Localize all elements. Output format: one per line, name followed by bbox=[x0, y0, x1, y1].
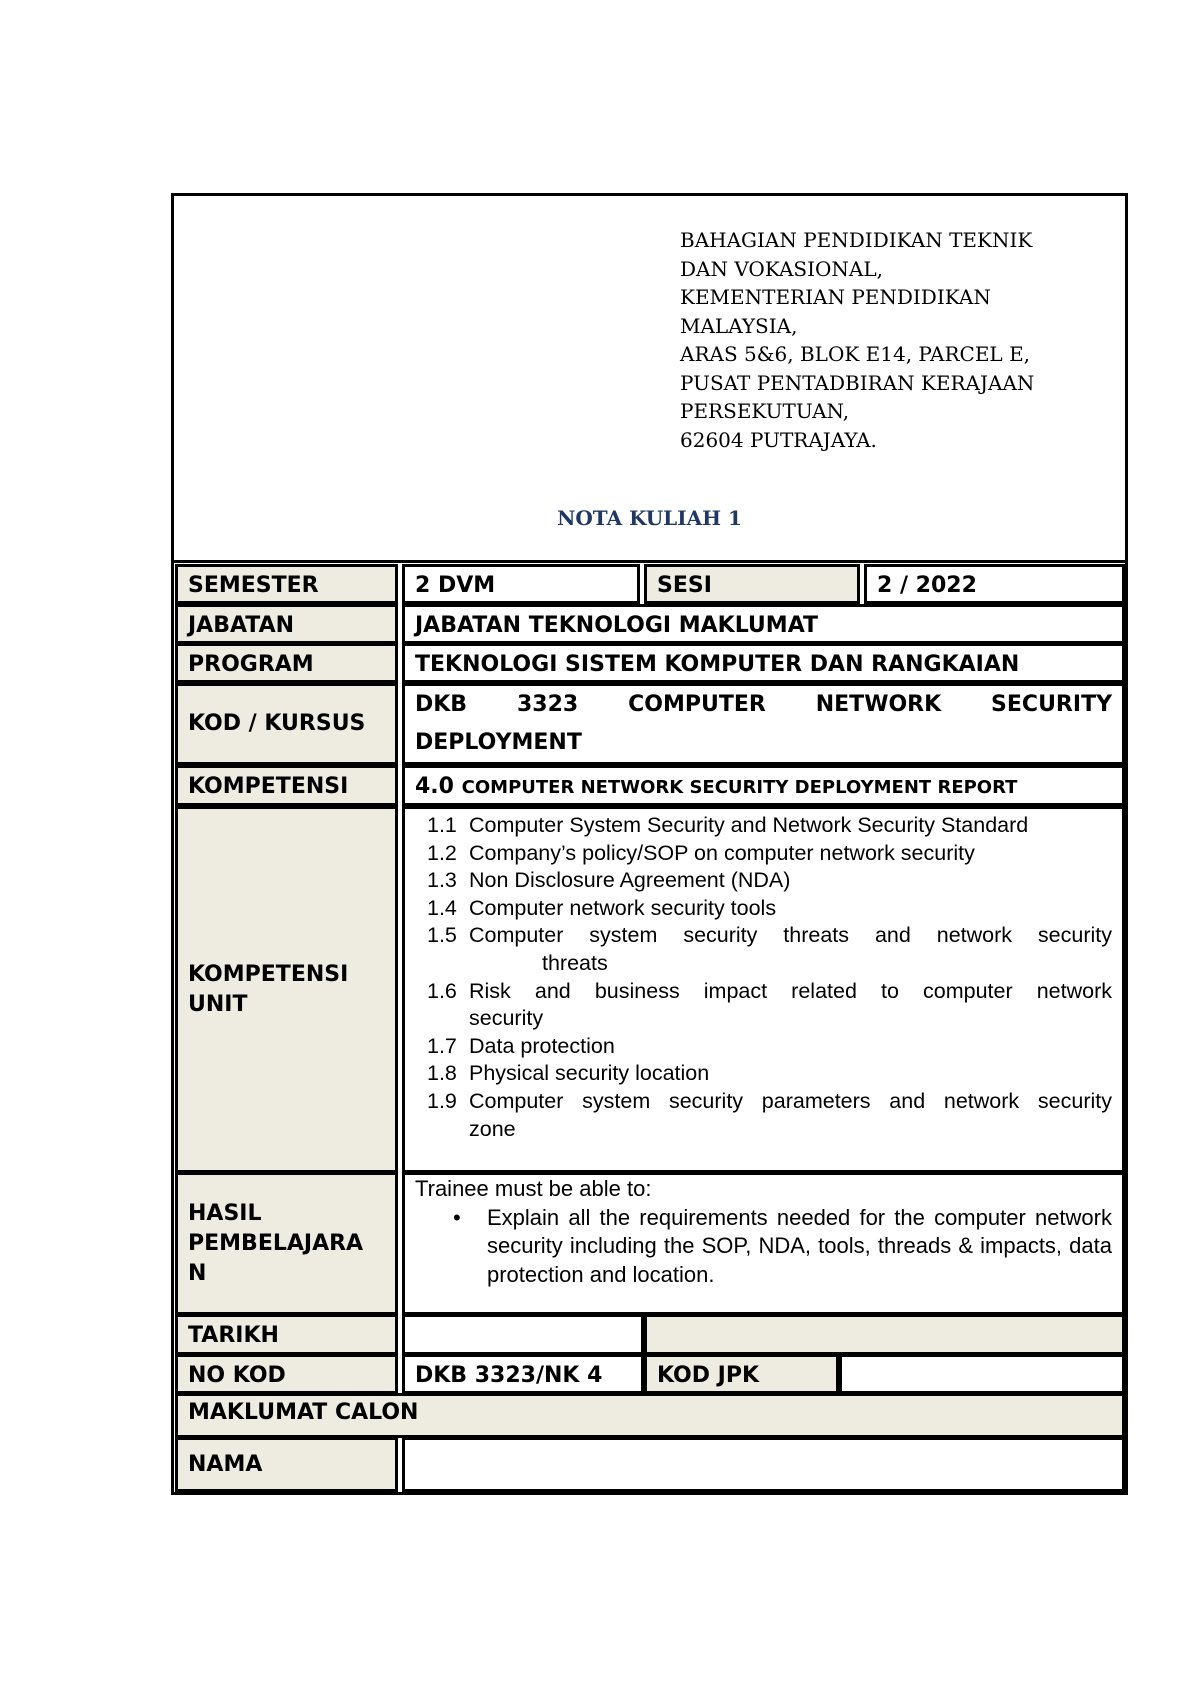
unit-item bbox=[427, 1033, 1112, 1061]
kompetensi-unit-label bbox=[175, 806, 398, 1173]
no-kod-label: NO KOD bbox=[175, 1354, 398, 1394]
nama-label bbox=[175, 1437, 398, 1492]
hasil-item: • Explain all the requirements needed for the computer network security including the SOP, NDA, tools, threads & impacts, data protection and location. bbox=[415, 1204, 1112, 1290]
kod-jpk-label: KOD JPK bbox=[644, 1354, 839, 1394]
address-line: 62604 PUTRAJAYA. bbox=[680, 427, 877, 452]
sesi-value: 2 / 2022 bbox=[864, 564, 1125, 604]
unit-text-line-2: zone bbox=[469, 1116, 516, 1141]
unit-text-line-1: Computer system security parameters and network security bbox=[469, 1088, 1112, 1113]
unit-text: Company’s policy/SOP on computer network security bbox=[469, 840, 975, 865]
lecture-note-form bbox=[171, 193, 1128, 1495]
nama-label-text: NAMA bbox=[188, 1451, 263, 1477]
unit-item bbox=[427, 978, 1112, 1033]
kompetensi-title: COMPUTER NETWORK SECURITY DEPLOYMENT REPORT bbox=[461, 777, 1018, 798]
document-header bbox=[174, 196, 1125, 563]
agency-address bbox=[680, 226, 1100, 454]
unit-text-line-1: Computer system security threats and network security bbox=[469, 923, 1112, 948]
address-line: MALAYSIA, bbox=[680, 313, 798, 338]
unit-number: 1.9 bbox=[427, 1088, 457, 1113]
hasil-label-line-3: N bbox=[188, 1260, 207, 1286]
kompetensi-unit-label-line-1: KOMPETENSI bbox=[188, 961, 349, 987]
jabatan-label: JABATAN bbox=[175, 604, 398, 644]
unit-number: 1.5 bbox=[427, 923, 457, 948]
no-kod-value: DKB 3323/NK 4 bbox=[402, 1354, 644, 1394]
address-line: PUSAT PENTADBIRAN KERAJAAN bbox=[680, 370, 1035, 395]
unit-text-line-1: Risk and business impact related to computer network bbox=[469, 978, 1112, 1003]
kompetensi-unit-label-line-2: UNIT bbox=[188, 991, 248, 1017]
kod-kursus-value bbox=[402, 683, 1125, 765]
kod-kursus-line-2: DEPLOYMENT bbox=[415, 730, 582, 755]
unit-item bbox=[427, 922, 1112, 977]
hasil-label-line-1: HASIL bbox=[188, 1200, 262, 1226]
document-title: NOTA KULIAH 1 bbox=[557, 506, 742, 530]
hasil-list bbox=[415, 1204, 1112, 1290]
kod-kursus-label-text: KOD / KURSUS bbox=[188, 711, 366, 736]
unit-number: 1.4 bbox=[427, 895, 457, 920]
address-line: ARAS 5&6, BLOK E14, PARCEL E, bbox=[680, 342, 1031, 366]
unit-number: 1.6 bbox=[427, 978, 457, 1003]
unit-number: 1.3 bbox=[427, 868, 457, 893]
kompetensi-value bbox=[402, 765, 1125, 806]
kod-kursus-line-1: DKB 3323 COMPUTER NETWORK SECURITY bbox=[415, 692, 1112, 717]
tarikh-label: TARIKH bbox=[175, 1314, 398, 1355]
unit-item bbox=[427, 840, 1112, 868]
semester-label: SEMESTER bbox=[175, 564, 398, 604]
address-line: DAN VOKASIONAL, bbox=[680, 256, 883, 281]
unit-item bbox=[427, 812, 1112, 840]
unit-text: Non Disclosure Agreement (NDA) bbox=[469, 868, 791, 893]
unit-item bbox=[427, 1060, 1112, 1088]
sesi-label: SESI bbox=[644, 564, 860, 604]
hasil-pembelajaran-cell bbox=[402, 1172, 1125, 1315]
unit-item bbox=[427, 1088, 1112, 1143]
unit-text-line-2: threats bbox=[542, 950, 608, 975]
unit-item bbox=[427, 895, 1112, 923]
tarikh-extra bbox=[644, 1314, 1125, 1355]
unit-text: Computer System Security and Network Security Standard bbox=[469, 813, 1029, 837]
program-label: PROGRAM bbox=[175, 643, 398, 683]
unit-number: 1.1 bbox=[427, 813, 457, 837]
unit-text: Computer network security tools bbox=[469, 895, 777, 920]
tarikh-value bbox=[402, 1314, 644, 1355]
kod-kursus-label bbox=[175, 683, 398, 765]
program-value: TEKNOLOGI SISTEM KOMPUTER DAN RANGKAIAN bbox=[402, 643, 1125, 683]
maklumat-calon-header: MAKLUMAT CALON bbox=[175, 1393, 1125, 1438]
nama-value bbox=[402, 1437, 1125, 1492]
unit-number: 1.8 bbox=[427, 1061, 457, 1086]
unit-number: 1.7 bbox=[427, 1033, 457, 1058]
hasil-pembelajaran-label bbox=[175, 1172, 398, 1315]
unit-text-line-2: security bbox=[469, 1006, 544, 1031]
hasil-label-line-2: PEMBELAJARA bbox=[188, 1230, 364, 1256]
kompetensi-number: 4.0 bbox=[415, 774, 454, 799]
hasil-intro: Trainee must be able to: bbox=[415, 1176, 652, 1201]
address-line: PERSEKUTUAN, bbox=[680, 399, 850, 423]
kompetensi-label: KOMPETENSI bbox=[175, 765, 398, 806]
unit-item bbox=[427, 867, 1112, 895]
kod-jpk-value bbox=[839, 1354, 1125, 1394]
unit-number: 1.2 bbox=[427, 840, 457, 865]
unit-text: Physical security location bbox=[469, 1061, 710, 1086]
kompetensi-unit-list-cell bbox=[402, 806, 1125, 1173]
jabatan-value: JABATAN TEKNOLOGI MAKLUMAT bbox=[402, 604, 1125, 644]
semester-value: 2 DVM bbox=[402, 564, 640, 604]
address-line: KEMENTERIAN PENDIDIKAN bbox=[680, 285, 991, 309]
kompetensi-unit-list bbox=[427, 812, 1112, 1143]
unit-text: Data protection bbox=[469, 1033, 615, 1058]
address-line: BAHAGIAN PENDIDIKAN TEKNIK bbox=[680, 228, 1033, 252]
